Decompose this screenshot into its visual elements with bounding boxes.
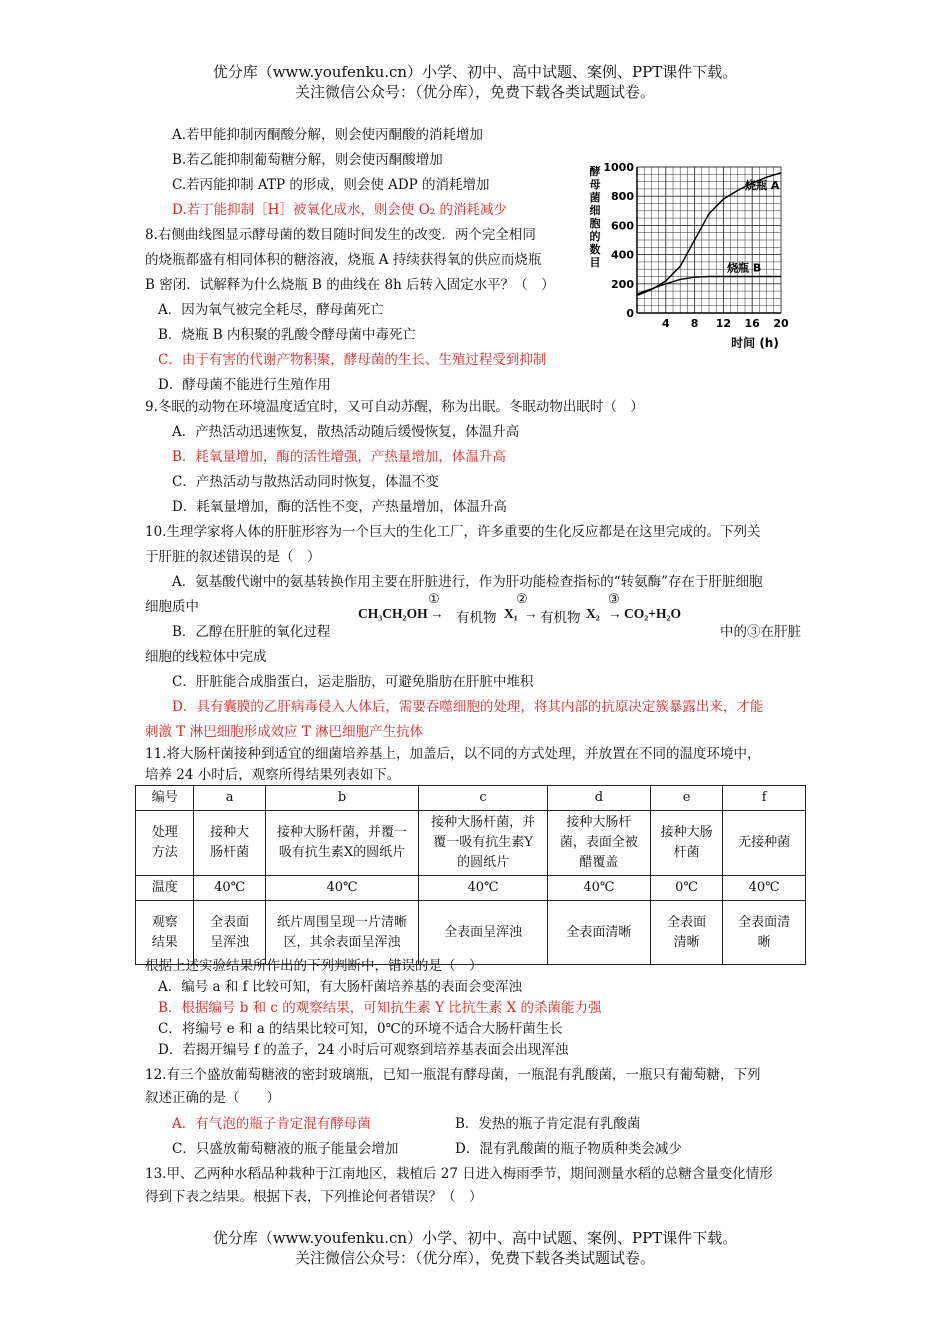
step-3-marker: ③ <box>608 592 620 607</box>
step-2-marker: ② <box>516 592 528 607</box>
q9-option-a: A．产热活动迅速恢复，散热活动随后缓慢恢复，体温升高 <box>172 424 520 440</box>
series-label: 烧瓶 A <box>745 178 780 192</box>
chart-yticks <box>603 161 634 320</box>
table-header-cell: c <box>419 786 548 811</box>
chart-xticks <box>662 317 789 330</box>
y-label-char: 酵 <box>589 165 601 178</box>
q11-stem-2: 培养 24 小时后，观察所得结果列表如下。 <box>145 767 401 783</box>
table-header-cell: e <box>650 786 723 811</box>
y-tick-label: 1000 <box>603 161 634 174</box>
y-label-char: 细 <box>589 204 601 217</box>
table-cell: 0℃ <box>650 876 723 901</box>
q12-stem-2: 叙述正确的是（ ） <box>145 1090 280 1106</box>
q11-option-a: A．编号 a 和 f 比较可知，有大肠杆菌培养基的表面会变浑浊 <box>158 979 522 995</box>
arrow-1: → <box>430 606 444 621</box>
table-cell: 接种大肠杆菌，并覆一吸有抗生素Y的圆纸片 <box>419 811 548 876</box>
table-header-cell: f <box>723 786 806 811</box>
table-row-label: 处理方法 <box>136 811 194 876</box>
q13-stem-1: 13.甲、乙两种水稻品种栽种于江南地区，栽植后 27 日进入梅雨季节，期间测量水稻的总糖含量变化情形 <box>145 1166 773 1182</box>
y-label-char: 目 <box>589 256 601 269</box>
q8-option-b: B．烧瓶 B 内积聚的乳酸令酵母菌中毒死亡 <box>158 327 416 343</box>
y-label-char: 数 <box>589 243 601 256</box>
q8-stem-2: 的烧瓶都盛有相同体积的糖溶液，烧瓶 A 持续获得氧的供应而烧瓶 <box>145 252 542 268</box>
table-cell: 纸片周围呈现一片清晰区，其余表面呈浑浊 <box>265 901 418 965</box>
q10-option-a-1: A．氨基酸代谢中的氨基转换作用主要在肝脏进行，作为肝功能检查指标的“转氨酶”存在于肝脏细胞 <box>172 574 763 590</box>
formula-x1: X₁ <box>504 606 518 621</box>
q9-stem: 9.冬眠的动物在环境温度适宜时，又可自动苏醒，称为出眠。冬眠动物出眠时（ ） <box>145 399 644 415</box>
q10-option-c: C．肝脏能合成脂蛋白，运走脂肪，可避免脂肪在肝脏中堆积 <box>172 674 534 690</box>
table-cell: 40℃ <box>548 876 651 901</box>
table-cell: 接种大肠杆菌，并覆一吸有抗生素X的圆纸片 <box>265 811 418 876</box>
y-tick-label: 600 <box>611 219 634 233</box>
y-label-char: 菌 <box>589 191 601 204</box>
formula-x2: X₂ <box>586 606 600 621</box>
table-cell: 全表面呈浑浊 <box>194 901 266 965</box>
table-header-cell: d <box>548 786 651 811</box>
table-cell: 全表面清晰 <box>650 901 723 965</box>
table-cell: 40℃ <box>194 876 266 901</box>
experiment-table <box>135 785 806 965</box>
chart-ylabel <box>590 164 601 269</box>
series-label: 烧瓶 B <box>727 261 762 275</box>
table-cell: 全表面呈浑浊 <box>419 901 548 965</box>
q10-option-b-1-tail: 中的③在肝脏 <box>720 624 801 640</box>
y-tick-label: 200 <box>611 277 634 291</box>
y-label-char: 的 <box>589 230 601 243</box>
x-tick-label: 4 <box>661 317 670 330</box>
footer-line-1: 优分库（www.youfenku.cn）小学、初中、高中试题、案例、PPT课件下载。 <box>212 1229 738 1247</box>
table-row <box>136 876 806 901</box>
q10-option-b-1: B．乙醇在肝脏的氧化过程 <box>172 624 331 640</box>
q9-option-c: C．产热活动与散热活动同时恢复，体温不变 <box>172 474 439 490</box>
q10-option-d-2: 刺激 T 淋巴细胞形成效应 T 淋巴细胞产生抗体 <box>145 724 424 740</box>
table-header-cell: a <box>194 786 266 811</box>
table-cell: 无接种菌 <box>723 811 806 876</box>
table-header-cell: b <box>265 786 418 811</box>
x-tick-label: 12 <box>715 317 732 330</box>
q11-option-b: B．根据编号 b 和 c 的观察结果，可知抗生素 Y 比抗生素 X 的杀菌能力强 <box>158 1000 602 1016</box>
y-tick-label: 800 <box>611 190 634 204</box>
step-1-marker: ① <box>428 592 440 607</box>
q8-option-d: D．酵母菌不能进行生殖作用 <box>158 377 331 393</box>
q12-stem-1: 12.有三个盛放葡萄糖液的密封玻璃瓶，已知一瓶混有酵母菌，一瓶混有乳酸菌，一瓶只有葡萄糖，下列 <box>145 1067 761 1083</box>
q11-stem-1: 11.将大肠杆菌接种到适宜的细菌培养基上，加盖后，以不同的方式处理，并放置在不同的温度环境中， <box>145 746 761 762</box>
q10-option-b-2: 细胞的线粒体中完成 <box>145 649 267 665</box>
table-row <box>136 811 806 876</box>
table-cell: 40℃ <box>419 876 548 901</box>
formula-product: CO₂+H₂O <box>624 606 682 621</box>
q12-option-a: A．有气泡的瓶子肯定混有酵母菌 <box>172 1116 371 1132</box>
y-label-char: 母 <box>589 178 601 191</box>
y-tick-label: 400 <box>611 248 634 262</box>
formula-intermediate-1-label: 有机物 <box>456 610 497 626</box>
formula-reactant: CH₃CH₂OH <box>358 606 428 621</box>
formula-intermediate-2-label: 有机物 <box>540 610 581 626</box>
table-cell: 40℃ <box>265 876 418 901</box>
table-row-label: 温度 <box>136 876 194 901</box>
y-label-char: 胞 <box>589 217 601 230</box>
table-header-cell: 编号 <box>136 786 194 811</box>
q9-option-d: D．耗氧量增加，酶的活性不变，产热量增加，体温升高 <box>172 499 507 515</box>
footer-line-2: 关注微信公众号：（优分库），免费下载各类试题试卷。 <box>294 1249 655 1267</box>
q12-option-d: D．混有乳酸菌的瓶子物质种类会减少 <box>455 1141 682 1157</box>
arrow-2: → <box>524 606 538 621</box>
q8-stem-1: 8.右侧曲线图显示酵母菌的数目随时间发生的改变．两个完全相同 <box>145 227 536 243</box>
header-line-2: 关注微信公众号：（优分库），免费下载各类试题试卷。 <box>294 83 655 101</box>
y-tick-label: 0 <box>626 307 634 320</box>
q10-stem-1: 10.生理学家将人体的肝脏形容为一个巨大的生化工厂，许多重要的生化反应都是在这里完成的。下列关 <box>145 524 761 540</box>
q7-option-c: C.若丙能抑制 ATP 的形成，则会使 ADP 的消耗增加 <box>172 177 490 193</box>
q9-option-b: B．耗氧量增加，酶的活性增强，产热量增加，体温升高 <box>172 449 506 465</box>
table-cell: 接种大肠杆菌 <box>650 811 723 876</box>
q11-question: 根据上述实验结果所作出的下列判断中，错误的是（ ） <box>145 958 483 974</box>
x-tick-label: 16 <box>744 317 760 330</box>
q7-option-a: A.若甲能抑制丙酮酸分解，则会使丙酮酸的消耗增加 <box>172 127 484 143</box>
yeast-growth-chart <box>585 155 800 355</box>
q7-option-b: B.若乙能抑制葡萄糖分解，则会使丙酮酸增加 <box>172 152 443 168</box>
table-cell: 全表面清晰 <box>548 901 651 965</box>
q10-option-a-2: 细胞质中 <box>145 599 199 615</box>
q7-option-d: D.若丁能抑制［H］被氧化成水，则会使 O₂ 的消耗减少 <box>172 202 507 218</box>
table-cell: 接种大肠杆菌 <box>194 811 266 876</box>
q8-stem-3: B 密闭．试解释为什么烧瓶 B 的曲线在 8h 后转入固定水平？（ ） <box>145 277 555 293</box>
x-tick-label: 20 <box>773 317 789 330</box>
q12-option-b: B．发热的瓶子肯定混有乳酸菌 <box>455 1116 641 1132</box>
table-cell: 接种大肠杆菌，表面全被醋覆盖 <box>548 811 651 876</box>
table-row-label: 观察结果 <box>136 901 194 965</box>
header-line-1: 优分库（www.youfenku.cn）小学、初中、高中试题、案例、PPT课件下载。 <box>212 63 738 81</box>
q11-option-d: D．若揭开编号 f 的盖子，24 小时后可观察到培养基表面会出现浑浊 <box>158 1042 569 1058</box>
table-row <box>136 786 806 811</box>
chart-xlabel: 时间 (h) <box>731 336 779 350</box>
q8-option-c: C．由于有害的代谢产物积聚，酵母菌的生长、生殖过程受到抑制 <box>158 352 547 368</box>
q10-option-d-1: D．具有囊膜的乙肝病毒侵入人体后，需要吞噬细胞的处理，将其内部的抗原决定簇暴露出来，才能 <box>172 699 764 715</box>
arrow-3: → <box>608 606 622 621</box>
q12-option-c: C．只盛放葡萄糖液的瓶子能量会增加 <box>172 1141 399 1157</box>
table-cell: 全表面清晰 <box>723 901 806 965</box>
q8-option-a: A．因为氧气被完全耗尽，酵母菌死亡 <box>158 302 384 318</box>
q10-stem-2: 于肝脏的叙述错误的是（ ） <box>145 549 321 565</box>
q13-stem-2: 得到下表之结果。根据下表，下列推论何者错误？（ ） <box>145 1189 483 1205</box>
q11-option-c: C．将编号 e 和 a 的结果比较可知，0℃的环境不适合大肠杆菌生长 <box>158 1021 563 1037</box>
x-tick-label: 8 <box>690 317 699 330</box>
table-cell: 40℃ <box>723 876 806 901</box>
